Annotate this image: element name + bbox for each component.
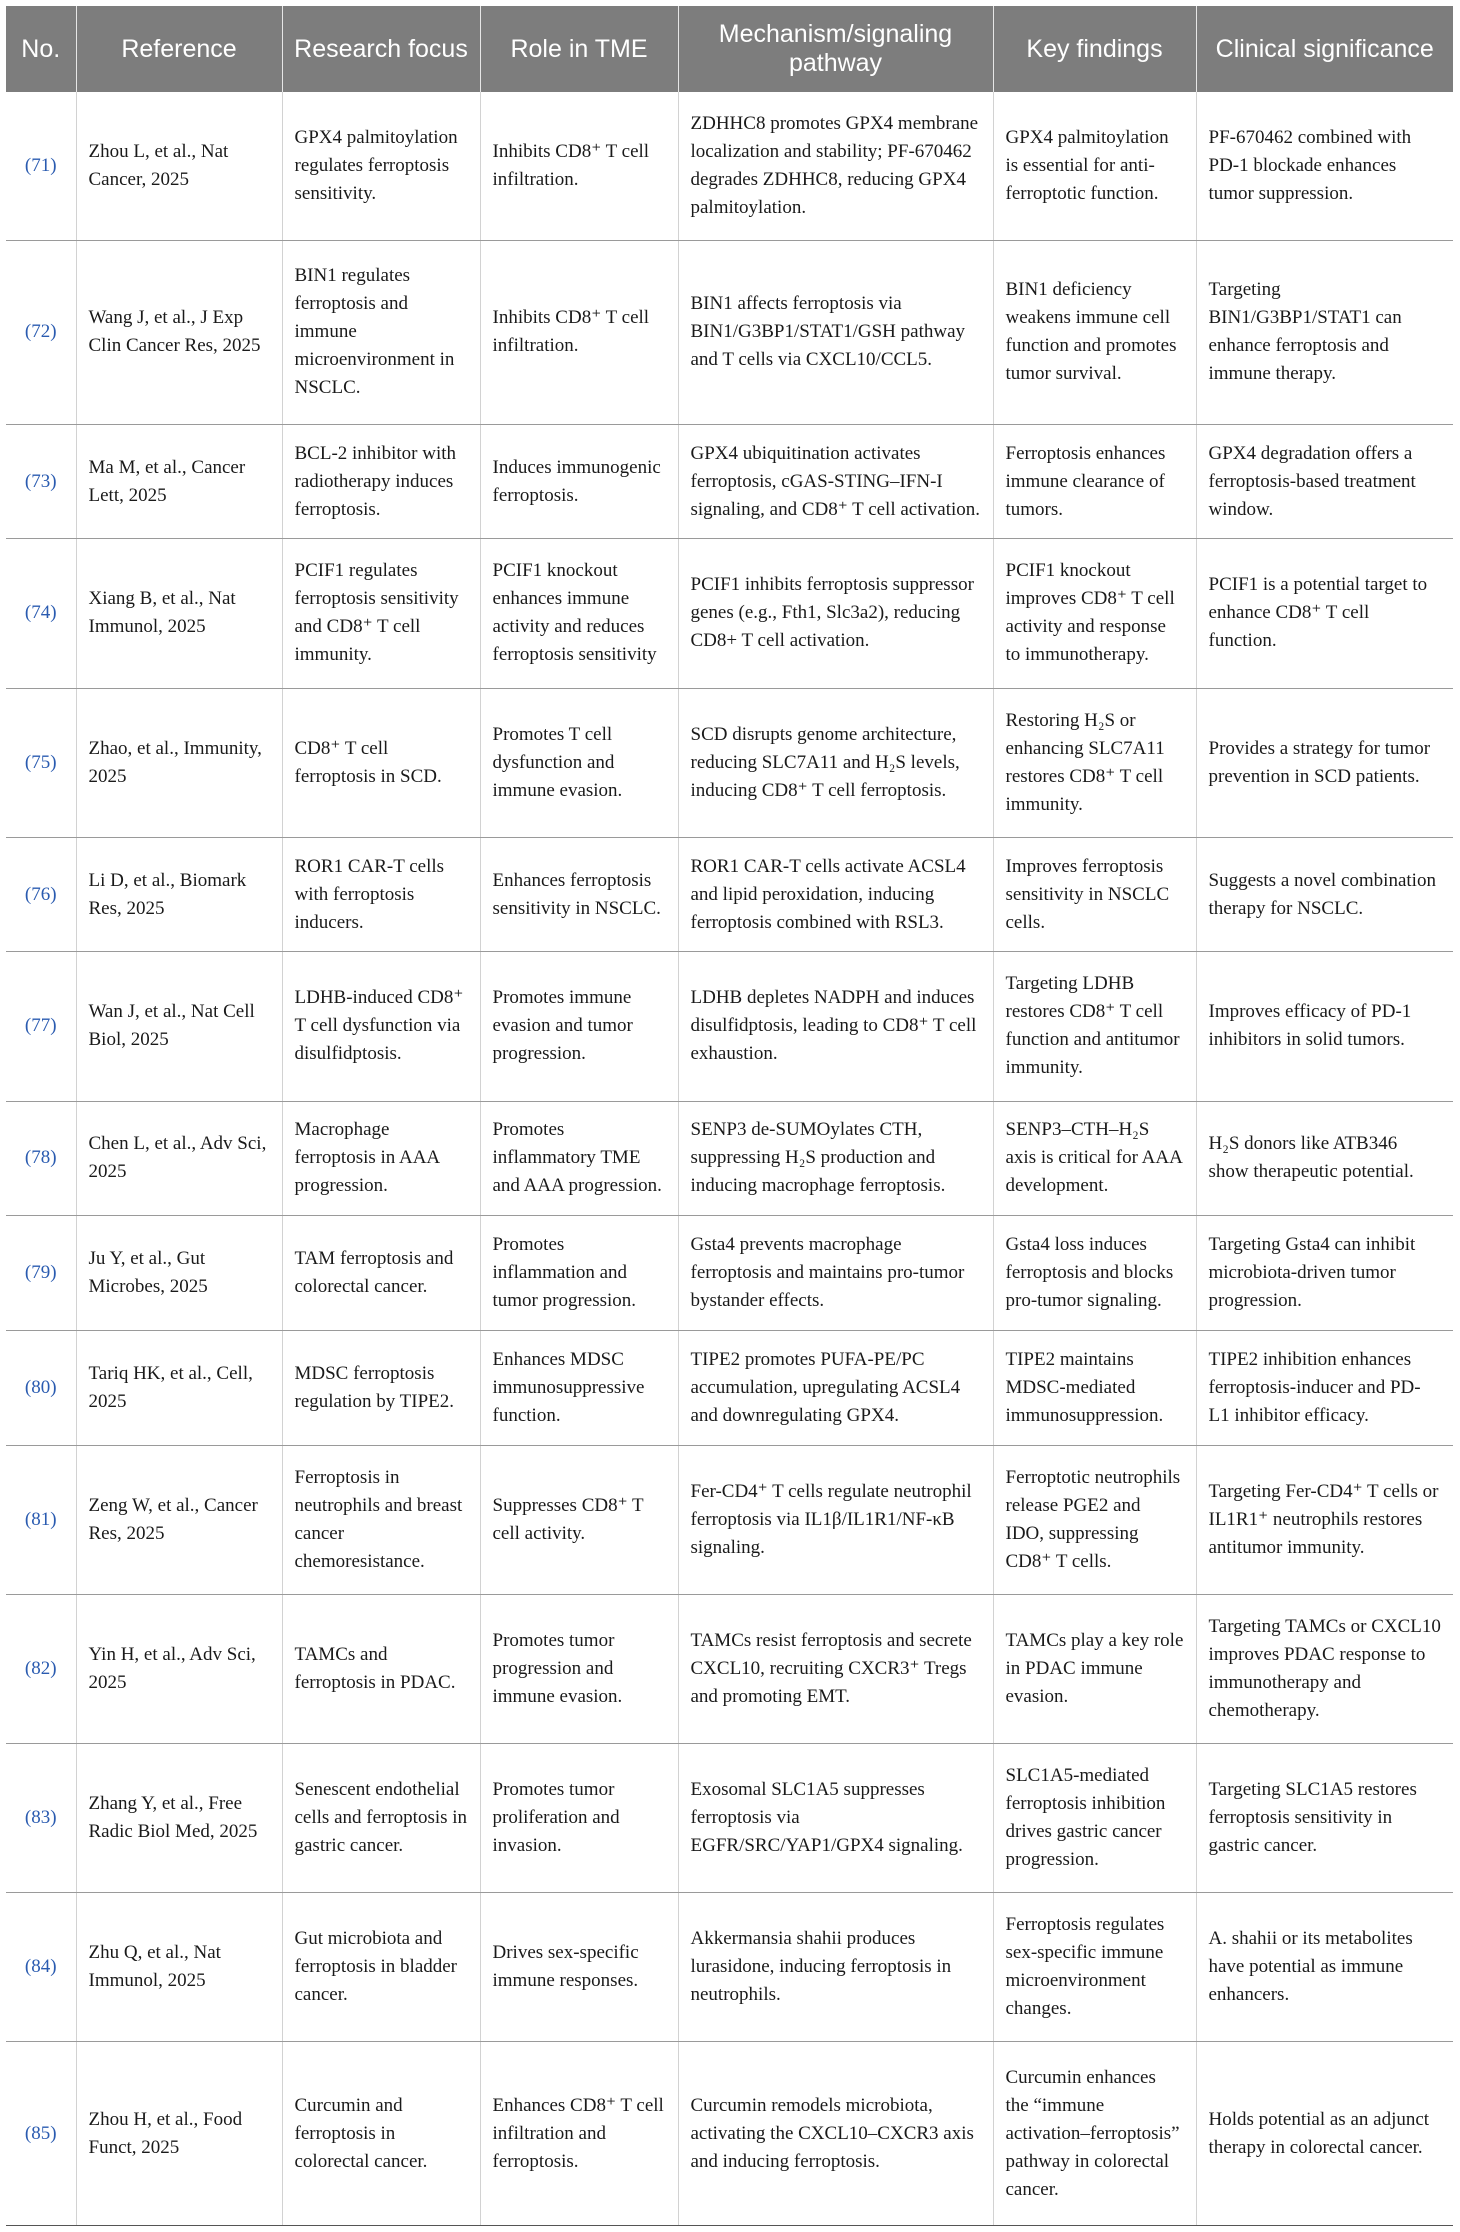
key-findings-cell: Ferroptotic neutrophils release PGE2 and IDO, suppressing CD8⁺ T cells. [993, 1445, 1196, 1594]
header-mechanism: Mechanism/signaling pathway [678, 6, 993, 92]
research-focus-cell: Curcumin and ferroptosis in colorectal cancer. [282, 2042, 480, 2226]
research-focus-cell: LDHB-induced CD8⁺ T cell dysfunction via disulfidptosis. [282, 952, 480, 1101]
mechanism-cell: PCIF1 inhibits ferroptosis suppressor genes (e.g., Fth1, Slc3a2), reducing CD8+ T cell activation. [678, 539, 993, 688]
ref-number-link[interactable]: (78) [6, 1101, 76, 1216]
table-row [6, 1216, 1453, 1331]
mechanism-cell: ROR1 CAR-T cells activate ACSL4 and lipid peroxidation, inducing ferroptosis combined with RSL3. [678, 837, 993, 952]
role-cell: Suppresses CD8⁺ T cell activity. [480, 1445, 678, 1594]
ref-number-link[interactable]: (72) [6, 241, 76, 425]
research-focus-cell: MDSC ferroptosis regulation by TIPE2. [282, 1330, 480, 1445]
ref-number-link[interactable]: (81) [6, 1445, 76, 1594]
table-row [6, 92, 1453, 241]
reference-cell: Ma M, et al., Cancer Lett, 2025 [76, 424, 282, 539]
table-row [6, 837, 1453, 952]
table-row [6, 1445, 1453, 1594]
clinical-significance-cell: Targeting TAMCs or CXCL10 improves PDAC response to immunotherapy and chemotherapy. [1196, 1594, 1453, 1743]
mechanism-cell: ZDHHC8 promotes GPX4 membrane localization and stability; PF-670462 degrades ZDHHC8, reducing GPX4 palmitoylation. [678, 92, 993, 241]
clinical-significance-cell: Targeting Gsta4 can inhibit microbiota-driven tumor progression. [1196, 1216, 1453, 1331]
ref-number-link[interactable]: (79) [6, 1216, 76, 1331]
reference-cell: Li D, et al., Biomark Res, 2025 [76, 837, 282, 952]
reference-cell: Zhou H, et al., Food Funct, 2025 [76, 2042, 282, 2226]
table-row [6, 2042, 1453, 2226]
role-cell: Enhances CD8⁺ T cell infiltration and ferroptosis. [480, 2042, 678, 2226]
clinical-significance-cell: Targeting BIN1/G3BP1/STAT1 can enhance ferroptosis and immune therapy. [1196, 241, 1453, 425]
reference-cell: Wan J, et al., Nat Cell Biol, 2025 [76, 952, 282, 1101]
ref-number-link[interactable]: (77) [6, 952, 76, 1101]
research-focus-cell: BCL-2 inhibitor with radiotherapy induces ferroptosis. [282, 424, 480, 539]
clinical-significance-cell: Provides a strategy for tumor prevention in SCD patients. [1196, 688, 1453, 837]
reference-cell: Wang J, et al., J Exp Clin Cancer Res, 2025 [76, 241, 282, 425]
ref-number-link[interactable]: (74) [6, 539, 76, 688]
research-focus-cell: BIN1 regulates ferroptosis and immune microenvironment in NSCLC. [282, 241, 480, 425]
clinical-significance-cell: H₂S donors like ATB346 show therapeutic potential. [1196, 1101, 1453, 1216]
reference-cell: Zhou L, et al., Nat Cancer, 2025 [76, 92, 282, 241]
ref-number-link[interactable]: (84) [6, 1893, 76, 2042]
table-row [6, 1330, 1453, 1445]
research-focus-cell: Senescent endothelial cells and ferroptosis in gastric cancer. [282, 1743, 480, 1892]
table-row [6, 241, 1453, 425]
reference-cell: Yin H, et al., Adv Sci, 2025 [76, 1594, 282, 1743]
reference-cell: Chen L, et al., Adv Sci, 2025 [76, 1101, 282, 1216]
clinical-significance-cell: Targeting SLC1A5 restores ferroptosis sensitivity in gastric cancer. [1196, 1743, 1453, 1892]
role-cell: Enhances ferroptosis sensitivity in NSCLC. [480, 837, 678, 952]
table-row [6, 539, 1453, 688]
reference-cell: Xiang B, et al., Nat Immunol, 2025 [76, 539, 282, 688]
ref-number-link[interactable]: (76) [6, 837, 76, 952]
header-clinical-significance: Clinical significance [1196, 6, 1453, 92]
header-no: No. [6, 6, 76, 92]
mechanism-cell: SENP3 de-SUMOylates CTH, suppressing H₂S production and inducing macrophage ferroptosis. [678, 1101, 993, 1216]
table-body [6, 92, 1453, 2226]
reference-cell: Zeng W, et al., Cancer Res, 2025 [76, 1445, 282, 1594]
mechanism-cell: LDHB depletes NADPH and induces disulfidptosis, leading to CD8⁺ T cell exhaustion. [678, 952, 993, 1101]
key-findings-cell: PCIF1 knockout improves CD8⁺ T cell activity and response to immunotherapy. [993, 539, 1196, 688]
research-focus-cell: PCIF1 regulates ferroptosis sensitivity and CD8⁺ T cell immunity. [282, 539, 480, 688]
ref-number-link[interactable]: (71) [6, 92, 76, 241]
role-cell: Promotes tumor progression and immune evasion. [480, 1594, 678, 1743]
key-findings-cell: Improves ferroptosis sensitivity in NSCLC cells. [993, 837, 1196, 952]
ref-number-link[interactable]: (80) [6, 1330, 76, 1445]
ref-number-link[interactable]: (83) [6, 1743, 76, 1892]
key-findings-cell: BIN1 deficiency weakens immune cell function and promotes tumor survival. [993, 241, 1196, 425]
reference-table [6, 6, 1453, 2226]
role-cell: PCIF1 knockout enhances immune activity and reduces ferroptosis sensitivity [480, 539, 678, 688]
table-row [6, 1893, 1453, 2042]
ref-number-link[interactable]: (75) [6, 688, 76, 837]
mechanism-cell: Exosomal SLC1A5 suppresses ferroptosis via EGFR/SRC/YAP1/GPX4 signaling. [678, 1743, 993, 1892]
ref-number-link[interactable]: (82) [6, 1594, 76, 1743]
key-findings-cell: GPX4 palmitoylation is essential for anti-ferroptotic function. [993, 92, 1196, 241]
key-findings-cell: Ferroptosis regulates sex-specific immune microenvironment changes. [993, 1893, 1196, 2042]
research-focus-cell: Ferroptosis in neutrophils and breast cancer chemoresistance. [282, 1445, 480, 1594]
key-findings-cell: Targeting LDHB restores CD8⁺ T cell function and antitumor immunity. [993, 952, 1196, 1101]
reference-cell: Tariq HK, et al., Cell, 2025 [76, 1330, 282, 1445]
research-focus-cell: Gut microbiota and ferroptosis in bladder cancer. [282, 1893, 480, 2042]
table-row [6, 1743, 1453, 1892]
role-cell: Drives sex-specific immune responses. [480, 1893, 678, 2042]
role-cell: Promotes immune evasion and tumor progression. [480, 952, 678, 1101]
clinical-significance-cell: PF-670462 combined with PD-1 blockade enhances tumor suppression. [1196, 92, 1453, 241]
research-focus-cell: TAM ferroptosis and colorectal cancer. [282, 1216, 480, 1331]
header-key-findings: Key findings [993, 6, 1196, 92]
key-findings-cell: TAMCs play a key role in PDAC immune evasion. [993, 1594, 1196, 1743]
role-cell: Inhibits CD8⁺ T cell infiltration. [480, 92, 678, 241]
mechanism-cell: Gsta4 prevents macrophage ferroptosis and maintains pro-tumor bystander effects. [678, 1216, 993, 1331]
role-cell: Promotes T cell dysfunction and immune evasion. [480, 688, 678, 837]
clinical-significance-cell: Suggests a novel combination therapy for NSCLC. [1196, 837, 1453, 952]
research-focus-cell: GPX4 palmitoylation regulates ferroptosis sensitivity. [282, 92, 480, 241]
reference-cell: Ju Y, et al., Gut Microbes, 2025 [76, 1216, 282, 1331]
key-findings-cell: Curcumin enhances the “immune activation–ferroptosis” pathway in colorectal cancer. [993, 2042, 1196, 2226]
key-findings-cell: SLC1A5-mediated ferroptosis inhibition drives gastric cancer progression. [993, 1743, 1196, 1892]
clinical-significance-cell: Targeting Fer-CD4⁺ T cells or IL1R1⁺ neutrophils restores antitumor immunity. [1196, 1445, 1453, 1594]
clinical-significance-cell: PCIF1 is a potential target to enhance CD8⁺ T cell function. [1196, 539, 1453, 688]
clinical-significance-cell: GPX4 degradation offers a ferroptosis-based treatment window. [1196, 424, 1453, 539]
mechanism-cell: SCD disrupts genome architecture, reducing SLC7A11 and H₂S levels, inducing CD8⁺ T cell ferroptosis. [678, 688, 993, 837]
key-findings-cell: Restoring H₂S or enhancing SLC7A11 restores CD8⁺ T cell immunity. [993, 688, 1196, 837]
header-row [6, 6, 1453, 92]
table-row [6, 1594, 1453, 1743]
reference-cell: Zhao, et al., Immunity, 2025 [76, 688, 282, 837]
research-focus-cell: TAMCs and ferroptosis in PDAC. [282, 1594, 480, 1743]
role-cell: Promotes inflammation and tumor progression. [480, 1216, 678, 1331]
key-findings-cell: TIPE2 maintains MDSC-mediated immunosuppression. [993, 1330, 1196, 1445]
mechanism-cell: TIPE2 promotes PUFA-PE/PC accumulation, upregulating ACSL4 and downregulating GPX4. [678, 1330, 993, 1445]
clinical-significance-cell: TIPE2 inhibition enhances ferroptosis-inducer and PD-L1 inhibitor efficacy. [1196, 1330, 1453, 1445]
header-research-focus: Research focus [282, 6, 480, 92]
reference-cell: Zhu Q, et al., Nat Immunol, 2025 [76, 1893, 282, 2042]
table-header [6, 6, 1453, 92]
mechanism-cell: TAMCs resist ferroptosis and secrete CXCL10, recruiting CXCR3⁺ Tregs and promoting EMT. [678, 1594, 993, 1743]
ref-number-link[interactable]: (73) [6, 424, 76, 539]
reference-cell: Zhang Y, et al., Free Radic Biol Med, 2025 [76, 1743, 282, 1892]
role-cell: Induces immunogenic ferroptosis. [480, 424, 678, 539]
header-role-in-tme: Role in TME [480, 6, 678, 92]
role-cell: Inhibits CD8⁺ T cell infiltration. [480, 241, 678, 425]
key-findings-cell: Ferroptosis enhances immune clearance of tumors. [993, 424, 1196, 539]
clinical-significance-cell: Holds potential as an adjunct therapy in colorectal cancer. [1196, 2042, 1453, 2226]
table-row [6, 1101, 1453, 1216]
key-findings-cell: SENP3–CTH–H₂S axis is critical for AAA development. [993, 1101, 1196, 1216]
clinical-significance-cell: Improves efficacy of PD-1 inhibitors in solid tumors. [1196, 952, 1453, 1101]
role-cell: Promotes inflammatory TME and AAA progression. [480, 1101, 678, 1216]
key-findings-cell: Gsta4 loss induces ferroptosis and blocks pro-tumor signaling. [993, 1216, 1196, 1331]
mechanism-cell: Akkermansia shahii produces lurasidone, inducing ferroptosis in neutrophils. [678, 1893, 993, 2042]
role-cell: Promotes tumor proliferation and invasion. [480, 1743, 678, 1892]
header-reference: Reference [76, 6, 282, 92]
clinical-significance-cell: A. shahii or its metabolites have potential as immune enhancers. [1196, 1893, 1453, 2042]
research-focus-cell: Macrophage ferroptosis in AAA progression. [282, 1101, 480, 1216]
table-row [6, 688, 1453, 837]
role-cell: Enhances MDSC immunosuppressive function. [480, 1330, 678, 1445]
table-row [6, 424, 1453, 539]
research-focus-cell: CD8⁺ T cell ferroptosis in SCD. [282, 688, 480, 837]
mechanism-cell: Fer-CD4⁺ T cells regulate neutrophil ferroptosis via IL1β/IL1R1/NF-κB signaling. [678, 1445, 993, 1594]
table-row [6, 952, 1453, 1101]
ref-number-link[interactable]: (85) [6, 2042, 76, 2226]
mechanism-cell: Curcumin remodels microbiota, activating the CXCL10–CXCR3 axis and inducing ferroptosis. [678, 2042, 993, 2226]
mechanism-cell: BIN1 affects ferroptosis via BIN1/G3BP1/STAT1/GSH pathway and T cells via CXCL10/CCL5. [678, 241, 993, 425]
mechanism-cell: GPX4 ubiquitination activates ferroptosis, cGAS-STING–IFN-I signaling, and CD8⁺ T cell activation. [678, 424, 993, 539]
research-focus-cell: ROR1 CAR-T cells with ferroptosis inducers. [282, 837, 480, 952]
